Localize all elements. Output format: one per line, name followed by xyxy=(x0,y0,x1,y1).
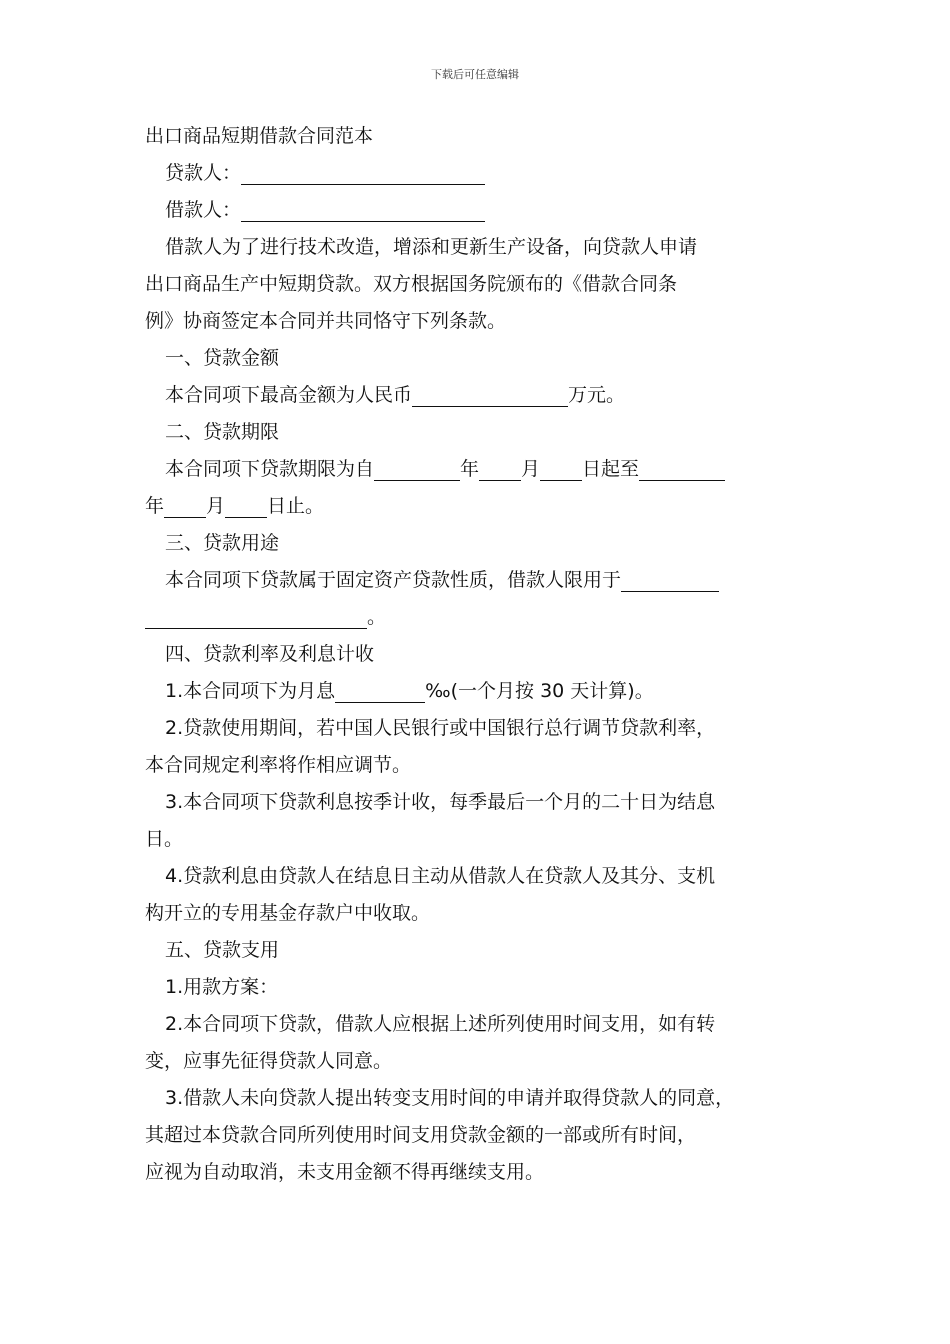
section-4-p3-line-1: 3.本合同项下贷款利息按季计收，每季最后一个月的二十日为结息 xyxy=(165,791,716,813)
document-title: 出口商品短期借款合同范本 xyxy=(145,125,374,147)
section-5-p3-line-1: 3.借款人未向贷款人提出转变支用时间的申请并取得贷款人的同意， xyxy=(165,1087,735,1109)
rate-post: ‰(一个月按 30 天计算)。 xyxy=(425,680,654,702)
section-4-p2-line-2: 本合同规定利率将作相应调节。 xyxy=(145,754,412,776)
purpose-end: 。 xyxy=(367,606,387,628)
section-5-p3-line-2: 其超过本贷款合同所列使用时间支用贷款金额的一部或所有时间， xyxy=(145,1124,697,1146)
intro-line-2: 出口商品生产中短期贷款。双方根据国务院颁布的《借款合同条 xyxy=(145,273,678,295)
intro-line-1: 借款人为了进行技术改造，增添和更新生产设备，向贷款人申请 xyxy=(165,236,698,258)
purpose-blank-2 xyxy=(145,604,367,629)
section-4-title: 四、贷款利率及利息计收 xyxy=(165,643,375,665)
lender-line xyxy=(145,155,815,192)
section-5-p2-line-2: 变，应事先征得贷款人同意。 xyxy=(145,1050,393,1072)
borrower-label: 借款人： xyxy=(165,199,242,221)
rate-pre: 1.本合同项下为月息 xyxy=(165,680,336,702)
start-year-blank xyxy=(374,456,460,481)
day-from-label: 日起至 xyxy=(582,458,640,480)
amount-pre: 本合同项下最高金额为人民币 xyxy=(165,384,413,406)
amount-blank xyxy=(412,382,568,407)
term-pre: 本合同项下贷款期限为自 xyxy=(165,458,375,480)
page-header: 下载后可任意编辑 xyxy=(431,68,519,81)
month-label: 月 xyxy=(521,458,541,480)
month-label: 月 xyxy=(206,495,226,517)
purpose-blank xyxy=(621,567,719,592)
section-2-text-cont xyxy=(145,488,815,525)
section-4-p3-line-2: 日。 xyxy=(145,828,184,850)
section-4-p1 xyxy=(145,673,815,710)
end-day-blank xyxy=(225,493,267,518)
section-5-title: 五、贷款支用 xyxy=(165,939,280,961)
year-label: 年 xyxy=(145,495,165,517)
section-4-p4-line-1: 4.贷款利息由贷款人在结息日主动从借款人在贷款人及其分、支机 xyxy=(165,865,716,887)
rate-blank xyxy=(335,678,425,703)
intro-line-3: 例》协商签定本合同并共同恪守下列条款。 xyxy=(145,310,507,332)
section-1-text xyxy=(145,377,815,414)
day-to-label: 日止。 xyxy=(267,495,325,517)
start-day-blank xyxy=(540,456,582,481)
start-month-blank xyxy=(479,456,521,481)
section-5-p1: 1.用款方案： xyxy=(165,976,279,998)
end-year-blank xyxy=(639,456,725,481)
purpose-text: 本合同项下贷款属于固定资产贷款性质，借款人限用于 xyxy=(165,569,622,591)
amount-post: 万元。 xyxy=(568,384,626,406)
section-5-p3-line-3: 应视为自动取消，未支用金额不得再继续支用。 xyxy=(145,1161,545,1183)
section-2-title: 二、贷款期限 xyxy=(165,421,280,443)
lender-label: 贷款人： xyxy=(165,162,242,184)
end-month-blank xyxy=(164,493,206,518)
section-3-text-cont xyxy=(145,599,815,636)
lender-blank xyxy=(241,160,485,185)
section-2-text xyxy=(145,451,815,488)
section-3-title: 三、贷款用途 xyxy=(165,532,280,554)
section-4-p2-line-1: 2.贷款使用期间，若中国人民银行或中国银行总行调节贷款利率， xyxy=(165,717,716,739)
year-label: 年 xyxy=(460,458,480,480)
document-body xyxy=(145,118,815,1191)
section-5-p2-line-1: 2.本合同项下贷款，借款人应根据上述所列使用时间支用，如有转 xyxy=(165,1013,716,1035)
section-4-p4-line-2: 构开立的专用基金存款户中收取。 xyxy=(145,902,431,924)
section-1-title: 一、贷款金额 xyxy=(165,347,280,369)
borrower-blank xyxy=(241,197,485,222)
section-3-text xyxy=(145,562,815,599)
borrower-line xyxy=(145,192,815,229)
